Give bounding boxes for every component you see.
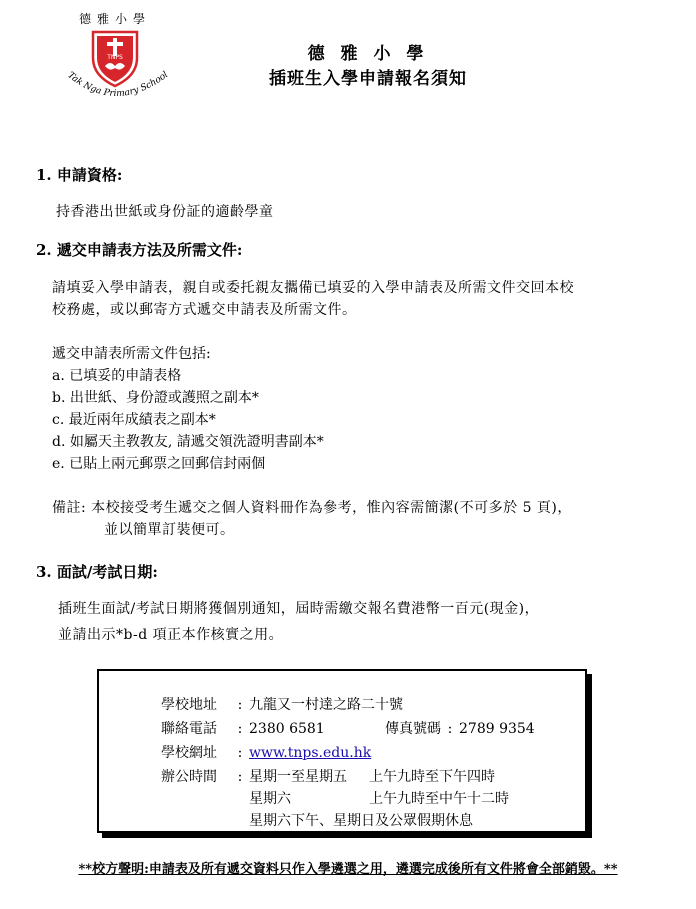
list-item: d. 如屬天主教教友, 請遞交領洗證明書副本* [52, 434, 324, 450]
list-item: e. 已貼上兩元郵票之回郵信封兩個 [52, 456, 266, 472]
section-3-heading: 3. 面試/考試日期: [36, 563, 158, 581]
page-title-school: 德 雅 小 學 [307, 44, 429, 64]
section-1-heading: 1. 申請資格: [36, 166, 123, 184]
hours-time: 上午九時至中午十二時 [369, 791, 509, 807]
section-1-text: 持香港出世紙或身份証的適齡學童 [56, 204, 274, 220]
section-2-para-line2: 校務處，或以郵寄方式遞交申請表及所需文件。 [52, 302, 357, 318]
phone-value: 2380 6581 [249, 721, 325, 737]
hours-row: 辦公時間 : 星期一至星期五 上午九時至下午四時 [161, 769, 495, 785]
section-3-line2: 並請出示*b-d 項正本作核實之用。 [58, 627, 284, 643]
hours-time: 上午九時至下午四時 [369, 769, 495, 785]
website-label: 學校網址 [161, 745, 217, 761]
phone-label: 聯絡電話 [161, 721, 217, 737]
page-title: 插班生入學申請報名須知 [269, 69, 467, 89]
logo-caption: Tak Nga Primary School [65, 70, 171, 100]
logo-letters: TNPS [107, 54, 123, 61]
closed-notice: 星期六下午、星期日及公眾假期休息 [249, 813, 473, 829]
website-row: 學校網址 : www.tnps.edu.hk [161, 745, 372, 761]
remark-line2: 並以簡單訂裝便可。 [104, 522, 235, 538]
section-3-line1: 插班生面試/考試日期將獲個別通知，屆時需繳交報名費港幣一百元(現金)， [58, 601, 540, 617]
list-item: c. 最近兩年成績表之副本* [52, 412, 216, 428]
list-item: a. 已填妥的申請表格 [52, 368, 182, 384]
hours-label: 辦公時間 [161, 769, 217, 785]
address-value: 九龍又一村達之路二十號 [249, 697, 403, 713]
fax-value: 2789 9354 [459, 721, 535, 737]
privacy-statement: **校方聲明:申請表及所有遞交資料只作入學遴選之用，遴選完成後所有文件將會全部銷毀。** [78, 862, 618, 877]
fax-label: 傳真號碼 [385, 721, 441, 737]
documents-list-intro: 遞交申請表所需文件包括: [52, 346, 211, 362]
section-2-heading: 2. 遞交申請表方法及所需文件: [36, 241, 243, 259]
hours-days: 星期六 [249, 791, 291, 807]
school-name-small: 德雅小學 [79, 12, 152, 26]
hours-days: 星期一至星期五 [249, 769, 347, 785]
list-item: b. 出世紙、身份證或護照之副本* [52, 390, 259, 406]
hours-row-saturday [249, 789, 509, 809]
section-2-para-line1: 請填妥入學申請表，親自或委托親友攜備已填妥的入學申請表及所需文件交回本校 [52, 280, 574, 296]
address-label: 學校地址 [161, 697, 217, 713]
remark-line1: 備註: 本校接受考生遞交之個人資料冊作為參考，惟內容需簡潔(不可多於 5 頁)， [52, 500, 572, 516]
phone-row: 聯絡電話 : 2380 6581 傳真號碼 : 2789 9354 [161, 721, 535, 737]
contact-info-box [97, 669, 587, 833]
website-link[interactable]: www.tnps.edu.hk [249, 745, 372, 761]
address-row: 學校地址 : 九龍又一村達之路二十號 [161, 697, 403, 713]
